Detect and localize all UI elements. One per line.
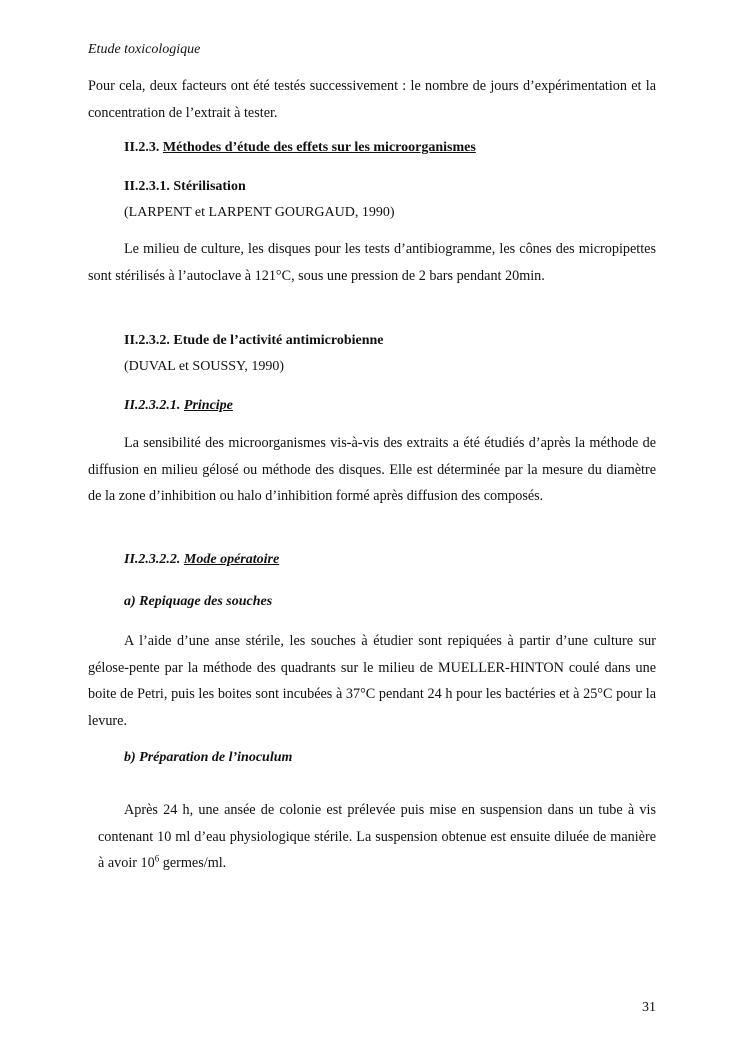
section-heading-principe <box>124 398 233 414</box>
reference-citation: (LARPENT et LARPENT GOURGAUD, 1990) <box>124 205 395 220</box>
subheading-inoculum: b) Préparation de l’inoculum <box>124 750 293 765</box>
section-heading-activite: II.2.3.2. Etude de l’activité antimicrobienne <box>124 333 384 348</box>
section-title: Principe <box>183 398 233 413</box>
running-header: Etude toxicologique <box>88 42 201 57</box>
reference-citation: (DUVAL et SOUSSY, 1990) <box>124 359 284 374</box>
sterilisation-paragraph: Le milieu de culture, les disques pour les tests d’antibiogramme, les cônes des micropipettes sont stérilisés à l’autoclave à 121°C, sous une pression de 2 bars pendant 20min. <box>88 241 656 284</box>
inoculum-text-end: germes/ml. <box>159 855 227 871</box>
section-number: II.2.3.2.1. <box>124 398 181 413</box>
section-title: Mode opératoire <box>183 552 280 567</box>
subheading-repiquage: a) Repiquage des souches <box>124 594 273 609</box>
page-number: 31 <box>642 1000 656 1015</box>
principe-paragraph: La sensibilité des microorganismes vis-à-vis des extraits a été étudiés d’après la méthode de diffusion en milieu gélosé ou méthode des disques. Elle est déterminée par la mesure du diamètre de la zone d’inhibition ou halo d’inhibition formé après diffusion des composés. <box>88 435 656 504</box>
repiquage-paragraph: A l’aide d’une anse stérile, les souches à étudier sont repiquées à partir d’une culture sur gélose-pente par la méthode des quadrants sur le milieu de MUELLER-HINTON coulé dans une boite de Petri, puis les boites sont incubées à 37°C pendant 24 h pour les bactéries et à 25°C pour la levure. <box>88 633 656 729</box>
section-heading-2-2-3 <box>124 140 476 156</box>
section-number: II.2.3.2.2. <box>124 552 181 567</box>
inoculum-text: Après 24 h, une ansée de colonie est prélevée puis mise en suspension dans un tube à vis contenant 10 ml d’eau physiologique stérile. La suspension obtenue est ensuite diluée de manière à avoir 10 <box>98 802 656 871</box>
inoculum-paragraph <box>98 797 656 877</box>
intro-paragraph: Pour cela, deux facteurs ont été testés successivement : le nombre de jours d’expérimentation et la concentration de l’extrait à tester. <box>88 78 656 121</box>
section-heading-mode-operatoire <box>124 552 279 568</box>
exponent: 6 <box>154 853 160 864</box>
section-number: II.2.3. <box>124 140 160 155</box>
section-heading-sterilisation: II.2.3.1. Stérilisation <box>124 179 246 194</box>
section-title: Méthodes d’étude des effets sur les microorganismes <box>162 140 476 155</box>
